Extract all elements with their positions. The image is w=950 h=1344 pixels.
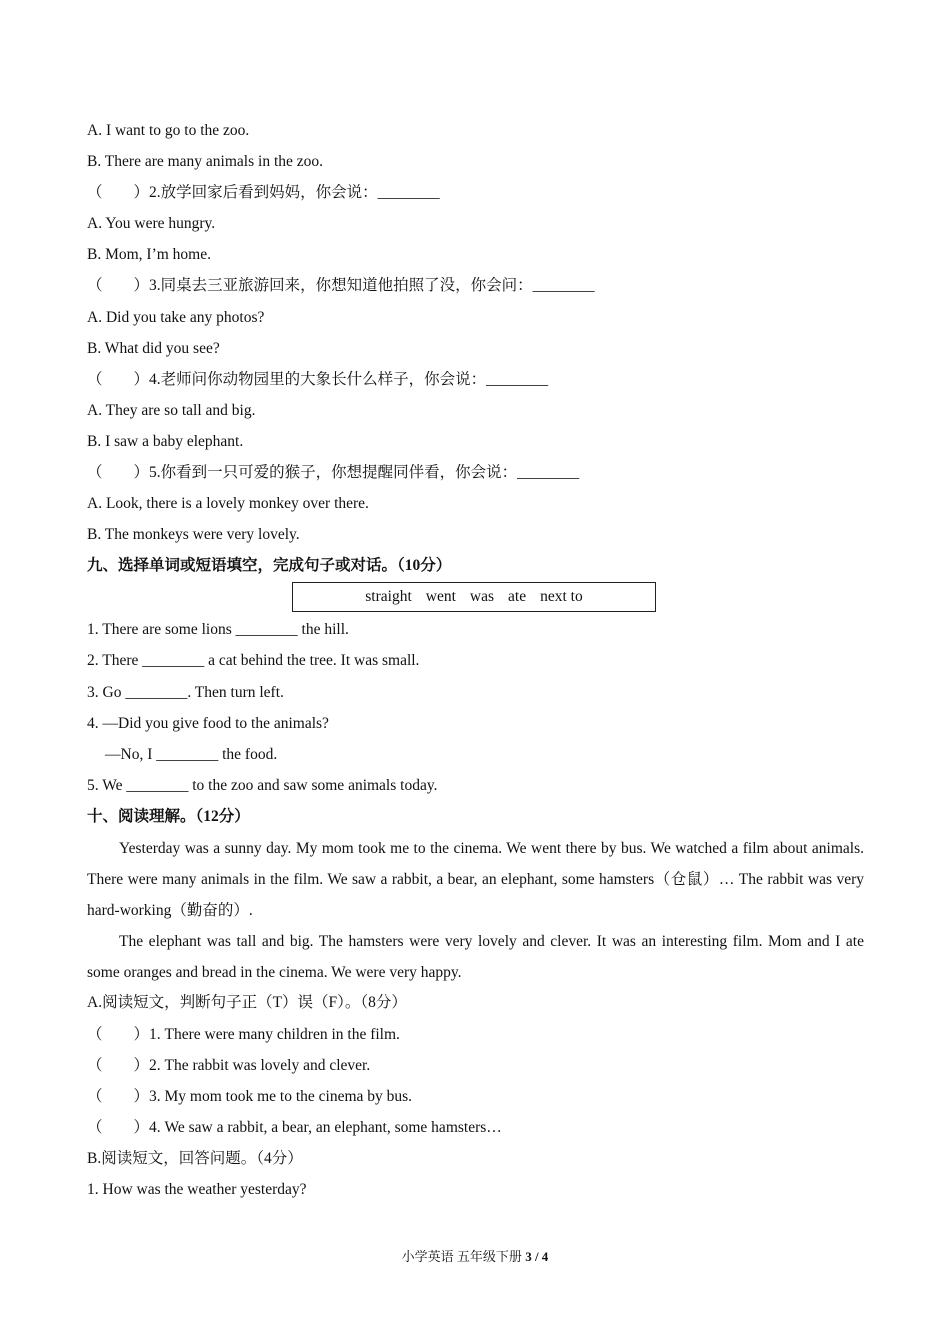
option-line: B. The monkeys were very lovely. <box>87 526 300 543</box>
page-number: 3 / 4 <box>525 1249 549 1264</box>
option-line: A. You were hungry. <box>87 215 216 232</box>
reading-paragraph: Yesterday was a sunny day. My mom took me to the cinema. We went there by bus. We watched a film about animals. There were many animals in the film. We saw a rabbit, a bear, an elephant, some hamsters（仓鼠）… The rabbit was very hard-working（勤奋的）. <box>87 840 864 919</box>
fill-blank-item: —No, I ________ the food. <box>105 746 278 763</box>
question-line: （ ）2.放学回家后看到妈妈，你会说：________ <box>87 184 440 201</box>
word-bank-item: next to <box>540 588 583 605</box>
question-line: （ ）3.同桌去三亚旅游回来，你想知道他拍照了没，你会问：________ <box>87 277 595 294</box>
reading-paragraph: The elephant was tall and big. The hamsters were very lovely and clever. It was an interesting film. Mom and I ate some oranges and bread in the cinema. We were very happy. <box>87 933 864 981</box>
fill-blank-item: 3. Go ________. Then turn left. <box>87 684 284 701</box>
word-bank-item: went <box>425 588 456 605</box>
fill-blank-item: 5. We ________ to the zoo and saw some animals today. <box>87 777 438 794</box>
question-item: 1. How was the weather yesterday? <box>87 1181 307 1198</box>
footer-label: 小学英语 五年级下册 <box>401 1249 526 1264</box>
option-line: A. I want to go to the zoo. <box>87 122 250 139</box>
fill-blank-item: 4. —Did you give food to the animals? <box>87 715 329 732</box>
question-line: （ ）5.你看到一只可爱的猴子，你想提醒同伴看，你会说：________ <box>87 464 580 481</box>
option-line: A. Did you take any photos? <box>87 309 265 326</box>
option-line: B. There are many animals in the zoo. <box>87 153 324 170</box>
judge-item: （ ）1. There were many children in the film. <box>87 1026 400 1043</box>
judge-item: （ ）4. We saw a rabbit, a bear, an elephant, some hamsters… <box>87 1119 502 1136</box>
option-line: A. They are so tall and big. <box>87 402 256 419</box>
fill-blank-item: 1. There are some lions ________ the hill. <box>87 621 349 638</box>
judge-item: （ ）3. My mom took me to the cinema by bus. <box>87 1088 413 1105</box>
option-line: A. Look, there is a lovely monkey over there. <box>87 495 369 512</box>
section-heading: 十、阅读理解。（12分） <box>87 808 250 825</box>
judge-item: （ ）2. The rabbit was lovely and clever. <box>87 1057 371 1074</box>
section-heading: 九、选择单词或短语填空，完成句子或对话。（10分） <box>87 557 452 574</box>
option-line: B. Mom, I’m home. <box>87 246 211 263</box>
word-bank-item: ate <box>508 588 527 605</box>
part-title: B.阅读短文，回答问题。（4分） <box>87 1150 303 1167</box>
part-title: A.阅读短文，判断句子正（T）误（F）。（8分） <box>87 994 407 1011</box>
word-bank-item: straight <box>365 588 412 605</box>
option-line: B. I saw a baby elephant. <box>87 433 244 450</box>
page-footer <box>0 1246 950 1265</box>
question-line: （ ）4.老师问你动物园里的大象长什么样子，你会说：________ <box>87 371 549 388</box>
fill-blank-item: 2. There ________ a cat behind the tree. It was small. <box>87 652 420 669</box>
option-line: B. What did you see? <box>87 340 220 357</box>
word-bank-item: was <box>469 588 495 605</box>
word-bank-box <box>292 582 656 612</box>
